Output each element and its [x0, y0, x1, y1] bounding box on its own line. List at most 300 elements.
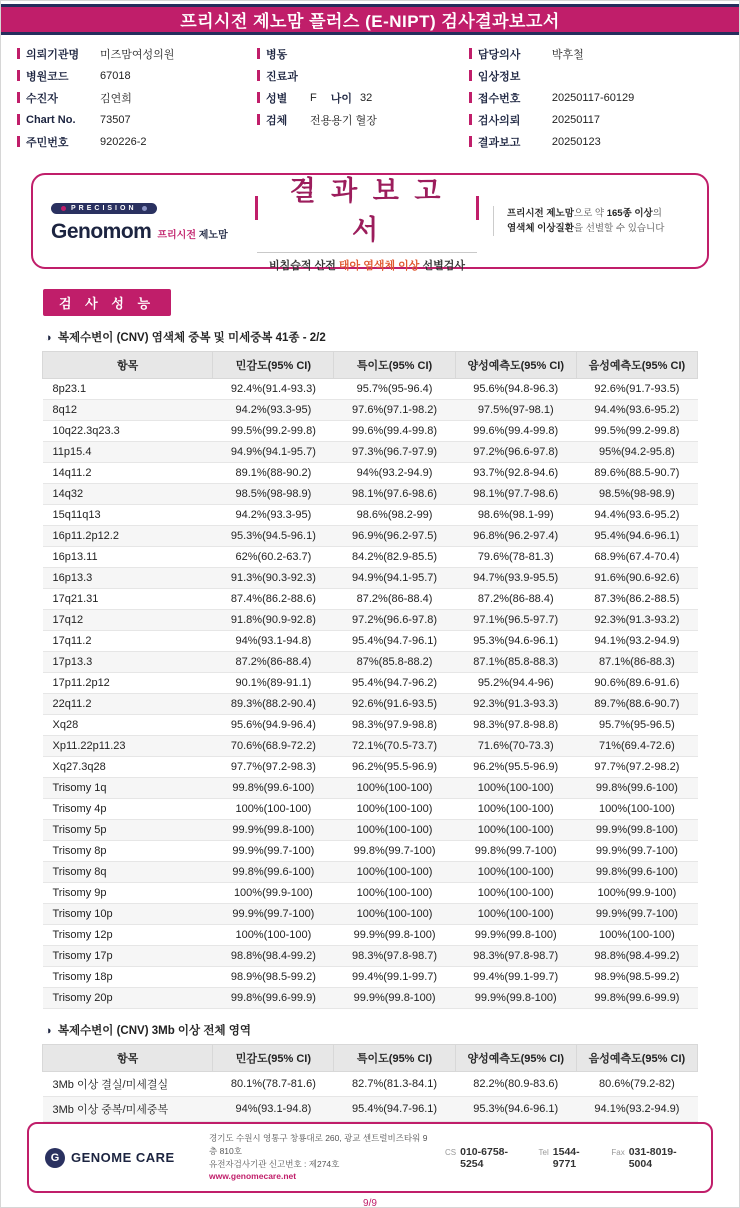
- patient-field-row: [257, 44, 469, 63]
- field-accent-bar: [257, 48, 260, 59]
- row-value-cell: 84.2%(82.9-85.5): [334, 547, 455, 568]
- contact-label: Tel: [538, 1147, 549, 1157]
- row-value-cell: 94.4%(93.6-95.2): [576, 505, 697, 526]
- row-value-cell: 94.1%(93.2-94.9): [576, 1097, 697, 1122]
- contact-label: Fax: [611, 1147, 625, 1157]
- column-header: 특이도(95% CI): [334, 1045, 455, 1072]
- row-value-cell: 98.5%(98-98.9): [213, 484, 334, 505]
- row-value-cell: 82.7%(81.3-84.1): [334, 1072, 455, 1097]
- row-item-cell: Xq28: [43, 715, 213, 736]
- table-header-row: [43, 1045, 698, 1072]
- tagline-line-1: 프리시전 제노맘으로 약 165종 이상의: [507, 207, 662, 219]
- page-number: 9/9: [363, 1198, 377, 1208]
- row-value-cell: 99.9%(99.8-100): [334, 988, 455, 1009]
- field-accent-bar: [17, 136, 20, 147]
- row-value-cell: 98.1%(97.7-98.6): [455, 484, 576, 505]
- field-label: 병원코드: [26, 70, 69, 83]
- row-value-cell: 99.8%(99.7-100): [455, 841, 576, 862]
- row-value-cell: 99.9%(99.8-100): [455, 925, 576, 946]
- row-value-cell: 95.4%(94.7-96.1): [334, 631, 455, 652]
- row-value-cell: 97.7%(97.2-98.2): [576, 757, 697, 778]
- table-row: [43, 442, 698, 463]
- row-item-cell: 17q11.2: [43, 631, 213, 652]
- row-item-cell: Trisomy 10p: [43, 904, 213, 925]
- row-value-cell: 99.8%(99.6-100): [576, 862, 697, 883]
- row-value-cell: 94.9%(94.1-95.7): [213, 442, 334, 463]
- row-value-cell: 98.3%(97.8-98.8): [455, 715, 576, 736]
- row-value-cell: 100%(100-100): [455, 883, 576, 904]
- row-value-cell: 99.9%(99.8-100): [334, 925, 455, 946]
- table-row: [43, 463, 698, 484]
- row-item-cell: Xq27.3q28: [43, 757, 213, 778]
- row-value-cell: 99.8%(99.6-100): [213, 778, 334, 799]
- field-value: F: [310, 91, 317, 104]
- row-value-cell: 100%(100-100): [334, 862, 455, 883]
- row-value-cell: 100%(100-100): [334, 883, 455, 904]
- contact-tel: [539, 1146, 600, 1170]
- row-value-cell: 100%(100-100): [576, 799, 697, 820]
- vertical-bar-icon: [476, 196, 479, 220]
- column-header: 민감도(95% CI): [213, 352, 334, 379]
- row-item-cell: 3Mb 이상 중복/미세중복: [43, 1097, 213, 1122]
- field-value: 20250117-60129: [551, 91, 635, 104]
- field-accent-bar: [257, 92, 260, 103]
- row-value-cell: 97.3%(96.7-97.9): [334, 442, 455, 463]
- table-row: [43, 379, 698, 400]
- row-item-cell: 15q11q13: [43, 505, 213, 526]
- result-banner-center: [255, 169, 479, 273]
- row-value-cell: 99.8%(99.7-100): [334, 841, 455, 862]
- row-value-cell: 100%(100-100): [334, 820, 455, 841]
- table-row: [43, 631, 698, 652]
- result-report-title: 결 과 보 고 서: [289, 176, 445, 245]
- row-value-cell: 100%(100-100): [455, 904, 576, 925]
- column-header: 민감도(95% CI): [213, 1045, 334, 1072]
- row-value-cell: 100%(99.9-100): [576, 883, 697, 904]
- field-label: 검사의뢰: [477, 114, 521, 127]
- table-row: [43, 694, 698, 715]
- genomecare-logo-icon: G: [45, 1148, 65, 1168]
- row-value-cell: 99.8%(99.6-100): [213, 862, 334, 883]
- field-accent-bar: [17, 92, 20, 103]
- row-value-cell: 95.7%(95-96.4): [334, 379, 455, 400]
- row-value-cell: 91.6%(90.6-92.6): [576, 568, 697, 589]
- brand-line: [51, 220, 241, 244]
- row-value-cell: 98.8%(98.4-99.2): [213, 946, 334, 967]
- table-row: [43, 547, 698, 568]
- contact-label: CS: [445, 1147, 457, 1157]
- row-item-cell: 17p11.2p12: [43, 673, 213, 694]
- table-row: [43, 862, 698, 883]
- row-value-cell: 89.1%(88-90.2): [213, 463, 334, 484]
- row-value-cell: 91.3%(90.3-92.3): [213, 568, 334, 589]
- field-accent-bar: [469, 48, 472, 59]
- row-value-cell: 95.6%(94.8-96.3): [455, 379, 576, 400]
- row-value-cell: 98.9%(98.5-99.2): [213, 967, 334, 988]
- field-accent-bar: [469, 92, 472, 103]
- row-value-cell: 100%(100-100): [455, 862, 576, 883]
- cnv-duplication-table: [42, 351, 698, 1009]
- row-value-cell: 70.6%(68.9-72.2): [213, 736, 334, 757]
- row-value-cell: 94.4%(93.6-95.2): [576, 400, 697, 421]
- row-item-cell: 8p23.1: [43, 379, 213, 400]
- row-item-cell: Trisomy 18p: [43, 967, 213, 988]
- row-value-cell: 87.2%(86-88.4): [455, 589, 576, 610]
- field-value: 미즈맘여성의원: [100, 48, 175, 61]
- genomecare-logo: [45, 1148, 195, 1168]
- contact-value: 1544-9771: [552, 1145, 580, 1170]
- table-row: [43, 925, 698, 946]
- row-value-cell: 95%(94.2-95.8): [576, 442, 697, 463]
- row-value-cell: 100%(100-100): [576, 925, 697, 946]
- field-label: 진료과: [266, 70, 298, 83]
- row-value-cell: 96.2%(95.5-96.9): [334, 757, 455, 778]
- row-value-cell: 99.8%(99.6-99.9): [213, 988, 334, 1009]
- row-value-cell: 92.3%(91.3-93.2): [576, 610, 697, 631]
- row-item-cell: Trisomy 8p: [43, 841, 213, 862]
- patient-field-row: [257, 88, 469, 107]
- row-value-cell: 71%(69.4-72.6): [576, 736, 697, 757]
- row-value-cell: 92.6%(91.7-93.5): [576, 379, 697, 400]
- table-row: [43, 946, 698, 967]
- row-value-cell: 98.6%(98.1-99): [455, 505, 576, 526]
- row-item-cell: 16p11.2p12.2: [43, 526, 213, 547]
- row-value-cell: 100%(99.9-100): [213, 883, 334, 904]
- field-accent-bar: [257, 114, 260, 125]
- field-label: 의뢰기관명: [26, 48, 80, 61]
- row-item-cell: 16p13.11: [43, 547, 213, 568]
- row-value-cell: 97.6%(97.1-98.2): [334, 400, 455, 421]
- row-item-cell: 17p13.3: [43, 652, 213, 673]
- table-row: [43, 505, 698, 526]
- row-value-cell: 95.2%(94.4-96): [455, 673, 576, 694]
- brand-name-korean: 프리시전 제노맘: [157, 230, 228, 241]
- row-value-cell: 97.2%(96.6-97.8): [334, 610, 455, 631]
- brand-name-english: Genomom: [51, 220, 152, 243]
- row-value-cell: 91.8%(90.9-92.8): [213, 610, 334, 631]
- row-value-cell: 99.5%(99.2-99.8): [576, 421, 697, 442]
- field-value: 20250117: [551, 113, 600, 126]
- field-label: 결과보고: [477, 136, 521, 149]
- row-value-cell: 87%(85.8-88.2): [334, 652, 455, 673]
- patient-field-row: [469, 110, 723, 129]
- table-row: [43, 1097, 698, 1122]
- row-value-cell: 99.5%(99.2-99.8): [213, 421, 334, 442]
- row-value-cell: 99.6%(99.4-99.8): [455, 421, 576, 442]
- row-value-cell: 100%(100-100): [334, 799, 455, 820]
- contact-fax: [611, 1146, 695, 1170]
- field-accent-bar: [469, 136, 472, 147]
- row-value-cell: 71.6%(70-73.3): [455, 736, 576, 757]
- table-row: [43, 589, 698, 610]
- row-value-cell: 94%(93.1-94.8): [213, 1097, 334, 1122]
- result-title-row: [255, 169, 479, 247]
- field-label: 검체: [266, 114, 288, 127]
- tagline-line-2: 염색체 이상질환을 선별할 수 있습니다: [507, 223, 665, 234]
- row-value-cell: 92.6%(91.6-93.5): [334, 694, 455, 715]
- field-accent-bar: [469, 114, 472, 125]
- genomom-logo: [51, 198, 241, 244]
- row-value-cell: 80.6%(79.2-82): [576, 1072, 697, 1097]
- field-label: 수진자: [26, 92, 58, 105]
- table-row: [43, 400, 698, 421]
- row-value-cell: 100%(100-100): [455, 799, 576, 820]
- table-row: [43, 967, 698, 988]
- table-row: [43, 526, 698, 547]
- patient-field-row: [17, 44, 257, 63]
- row-value-cell: 100%(100-100): [213, 925, 334, 946]
- row-value-cell: 98.3%(97.9-98.8): [334, 715, 455, 736]
- row-value-cell: 100%(100-100): [334, 904, 455, 925]
- row-value-cell: 96.9%(96.2-97.5): [334, 526, 455, 547]
- column-header: 항목: [43, 352, 213, 379]
- table-row: [43, 883, 698, 904]
- row-value-cell: 100%(100-100): [455, 778, 576, 799]
- address-line-1: 경기도 수원시 영통구 창룡대로 260, 광교 센트럴비즈타워 9층 810호: [209, 1133, 428, 1156]
- row-item-cell: Trisomy 5p: [43, 820, 213, 841]
- field-accent-bar: [17, 48, 20, 59]
- row-item-cell: 14q11.2: [43, 463, 213, 484]
- row-value-cell: 94.9%(94.1-95.7): [334, 568, 455, 589]
- field-value: 김연희: [100, 92, 132, 105]
- row-item-cell: Trisomy 20p: [43, 988, 213, 1009]
- column-header: 항목: [43, 1045, 213, 1072]
- result-subtitle: 비침습적 산전 태아 염색체 이상 선별검사: [269, 260, 465, 272]
- field-accent-bar: [17, 114, 20, 125]
- row-item-cell: Trisomy 17p: [43, 946, 213, 967]
- table-row: [43, 484, 698, 505]
- field-accent-bar: [17, 70, 20, 81]
- column-header: 양성예측도(95% CI): [455, 1045, 576, 1072]
- company-name: GENOME CARE: [71, 1150, 175, 1165]
- patient-field-row: [17, 132, 257, 151]
- field-value: 전용용기 혈장: [310, 114, 377, 127]
- row-value-cell: 99.9%(99.8-100): [455, 988, 576, 1009]
- column-header: 음성예측도(95% CI): [576, 1045, 697, 1072]
- row-value-cell: 96.8%(96.2-97.4): [455, 526, 576, 547]
- row-value-cell: 97.7%(97.2-98.3): [213, 757, 334, 778]
- table-header-row: [43, 352, 698, 379]
- row-item-cell: 14q32: [43, 484, 213, 505]
- row-value-cell: 94.2%(93.3-95): [213, 400, 334, 421]
- footer-company-box: [27, 1122, 713, 1193]
- table-row: [43, 820, 698, 841]
- table-row: [43, 799, 698, 820]
- company-address: [209, 1132, 431, 1183]
- row-value-cell: 89.6%(88.5-90.7): [576, 463, 697, 484]
- row-value-cell: 87.1%(85.8-88.3): [455, 652, 576, 673]
- column-header: 음성예측도(95% CI): [576, 352, 697, 379]
- contact-value: 031-8019-5004: [628, 1145, 677, 1170]
- row-value-cell: 89.7%(88.6-90.7): [576, 694, 697, 715]
- cnv-duplication-caption: ◑ 복제수변이 (CNV) 염색체 중복 및 미세중복 41종 - 2/2: [45, 332, 326, 344]
- row-value-cell: 99.4%(99.1-99.7): [334, 967, 455, 988]
- row-value-cell: 96.2%(95.5-96.9): [455, 757, 576, 778]
- row-value-cell: 95.4%(94.6-96.1): [576, 526, 697, 547]
- row-item-cell: 17q12: [43, 610, 213, 631]
- badge-dot-icon: [61, 206, 66, 211]
- field-accent-bar: [257, 70, 260, 81]
- row-value-cell: 94.2%(93.3-95): [213, 505, 334, 526]
- row-value-cell: 87.4%(86.2-88.6): [213, 589, 334, 610]
- vertical-bar-icon: [255, 196, 258, 220]
- field-label: 주민번호: [26, 136, 69, 149]
- half-circle-icon: ◑: [45, 332, 52, 344]
- row-value-cell: 99.9%(99.7-100): [576, 841, 697, 862]
- report-header-bar: [1, 4, 739, 35]
- cnv-region-caption: ◑ 복제수변이 (CNV) 3Mb 이상 전체 영역: [45, 1025, 251, 1037]
- row-value-cell: 94.7%(93.9-95.5): [455, 568, 576, 589]
- row-value-cell: 82.2%(80.9-83.6): [455, 1072, 576, 1097]
- table-row: [43, 715, 698, 736]
- row-value-cell: 97.2%(96.6-97.8): [455, 442, 576, 463]
- row-value-cell: 98.5%(98-98.9): [576, 484, 697, 505]
- row-value-cell: 98.3%(97.8-98.7): [455, 946, 576, 967]
- field-value: 20250123: [551, 135, 601, 148]
- field-value: 920226-2: [100, 135, 147, 148]
- patient-field-row: [469, 88, 723, 107]
- row-value-cell: 99.9%(99.7-100): [576, 904, 697, 925]
- row-value-cell: 87.1%(86-88.3): [576, 652, 697, 673]
- table-row: [43, 988, 698, 1009]
- row-value-cell: 97.5%(97-98.1): [455, 400, 576, 421]
- row-value-cell: 100%(100-100): [455, 820, 576, 841]
- precision-badge-label: PRECISION: [71, 205, 137, 212]
- row-value-cell: 99.8%(99.6-99.9): [576, 988, 697, 1009]
- row-value-cell: 100%(100-100): [213, 799, 334, 820]
- row-item-cell: 22q11.2: [43, 694, 213, 715]
- patient-field-row: [17, 66, 257, 85]
- row-value-cell: 95.3%(94.6-96.1): [455, 631, 576, 652]
- patient-field-row: [469, 66, 723, 85]
- row-value-cell: 98.9%(98.5-99.2): [576, 967, 697, 988]
- cnv-region-table: [42, 1044, 698, 1122]
- row-item-cell: 17q21.31: [43, 589, 213, 610]
- field-label: Chart No.: [26, 113, 76, 126]
- row-value-cell: 93.7%(92.8-94.6): [455, 463, 576, 484]
- row-value-cell: 99.6%(99.4-99.8): [334, 421, 455, 442]
- row-value-cell: 87.2%(86-88.4): [213, 652, 334, 673]
- row-item-cell: Trisomy 4p: [43, 799, 213, 820]
- row-value-cell: 95.3%(94.5-96.1): [213, 526, 334, 547]
- badge-dot-icon: [142, 206, 147, 211]
- row-value-cell: 90.1%(89-91.1): [213, 673, 334, 694]
- row-item-cell: Xp11.22p11.23: [43, 736, 213, 757]
- row-value-cell: 90.6%(89.6-91.6): [576, 673, 697, 694]
- row-value-cell: 99.9%(99.8-100): [576, 820, 697, 841]
- row-item-cell: Trisomy 12p: [43, 925, 213, 946]
- row-item-cell: Trisomy 8q: [43, 862, 213, 883]
- contact-info: [445, 1146, 695, 1170]
- contact-value: 010-6758-5254: [460, 1145, 508, 1170]
- table-row: [43, 778, 698, 799]
- table-row: [43, 421, 698, 442]
- precision-badge: [51, 203, 157, 214]
- row-value-cell: 72.1%(70.5-73.7): [334, 736, 455, 757]
- row-value-cell: 92.4%(91.4-93.3): [213, 379, 334, 400]
- row-value-cell: 95.3%(94.6-96.1): [455, 1097, 576, 1122]
- row-value-cell: 99.4%(99.1-99.7): [455, 967, 576, 988]
- row-item-cell: Trisomy 1q: [43, 778, 213, 799]
- patient-field-row: [17, 110, 257, 129]
- field-value: 32: [360, 91, 373, 104]
- patient-field-row: [257, 66, 469, 85]
- row-item-cell: 11p15.4: [43, 442, 213, 463]
- table-row: [43, 568, 698, 589]
- column-header: 특이도(95% CI): [334, 352, 455, 379]
- field-label: 임상정보: [477, 70, 521, 83]
- row-value-cell: 87.3%(86.2-88.5): [576, 589, 697, 610]
- hairline-divider: [257, 252, 477, 253]
- patient-info-column-2: [257, 44, 469, 151]
- row-value-cell: 80.1%(78.7-81.6): [213, 1072, 334, 1097]
- half-circle-icon: ◑: [45, 1025, 52, 1037]
- patient-field-row: [469, 132, 723, 151]
- row-value-cell: 94%(93.1-94.8): [213, 631, 334, 652]
- table-row: [43, 652, 698, 673]
- row-value-cell: 95.6%(94.9-96.4): [213, 715, 334, 736]
- patient-field-row: [17, 88, 257, 107]
- table-row: [43, 610, 698, 631]
- row-item-cell: Trisomy 9p: [43, 883, 213, 904]
- row-item-cell: 16p13.3: [43, 568, 213, 589]
- field-label: 병동: [266, 48, 288, 61]
- patient-info-column-1: [17, 44, 257, 151]
- table-row: [43, 1072, 698, 1097]
- table-row: [43, 757, 698, 778]
- row-value-cell: 79.6%(78-81.3): [455, 547, 576, 568]
- row-value-cell: 99.9%(99.7-100): [213, 841, 334, 862]
- result-banner: [31, 173, 709, 272]
- field-value: 73507: [100, 113, 131, 126]
- contact-cs: [445, 1146, 527, 1170]
- row-value-cell: 99.9%(99.7-100): [213, 904, 334, 925]
- row-value-cell: 62%(60.2-63.7): [213, 547, 334, 568]
- table-row: [43, 673, 698, 694]
- table-row: [43, 904, 698, 925]
- row-value-cell: 95.7%(95-96.5): [576, 715, 697, 736]
- column-header: 양성예측도(95% CI): [455, 352, 576, 379]
- section-title-test-performance: 검 사 성 능: [43, 289, 171, 316]
- field-label: 성별: [266, 92, 288, 105]
- table-row: [43, 736, 698, 757]
- row-value-cell: 94%(93.2-94.9): [334, 463, 455, 484]
- patient-info-column-3: [469, 44, 723, 151]
- row-item-cell: 3Mb 이상 결실/미세결실: [43, 1072, 213, 1097]
- row-value-cell: 98.6%(98.2-99): [334, 505, 455, 526]
- field-accent-bar: [469, 70, 472, 81]
- row-item-cell: 8q12: [43, 400, 213, 421]
- row-value-cell: 98.1%(97.6-98.6): [334, 484, 455, 505]
- banner-tagline: [493, 206, 689, 236]
- address-line-2: 유전자검사기관 신고번호 : 제274호: [209, 1158, 340, 1169]
- report-title: 프리시전 제노맘 플러스 (E-NIPT) 검사결과보고서: [180, 12, 560, 31]
- row-item-cell: 10q22.3q23.3: [43, 421, 213, 442]
- row-value-cell: 100%(100-100): [334, 778, 455, 799]
- row-value-cell: 95.4%(94.7-96.1): [334, 1097, 455, 1122]
- row-value-cell: 99.8%(99.6-100): [576, 778, 697, 799]
- company-website: www.genomecare.net: [209, 1171, 297, 1182]
- field-label: 담당의사: [477, 48, 521, 61]
- field-label: 나이: [330, 92, 353, 105]
- patient-field-row: [469, 44, 723, 63]
- field-value: 박후철: [551, 48, 584, 61]
- row-value-cell: 98.8%(98.4-99.2): [576, 946, 697, 967]
- row-value-cell: 97.1%(96.5-97.7): [455, 610, 576, 631]
- row-value-cell: 98.3%(97.8-98.7): [334, 946, 455, 967]
- row-value-cell: 89.3%(88.2-90.4): [213, 694, 334, 715]
- field-value: 67018: [100, 69, 131, 82]
